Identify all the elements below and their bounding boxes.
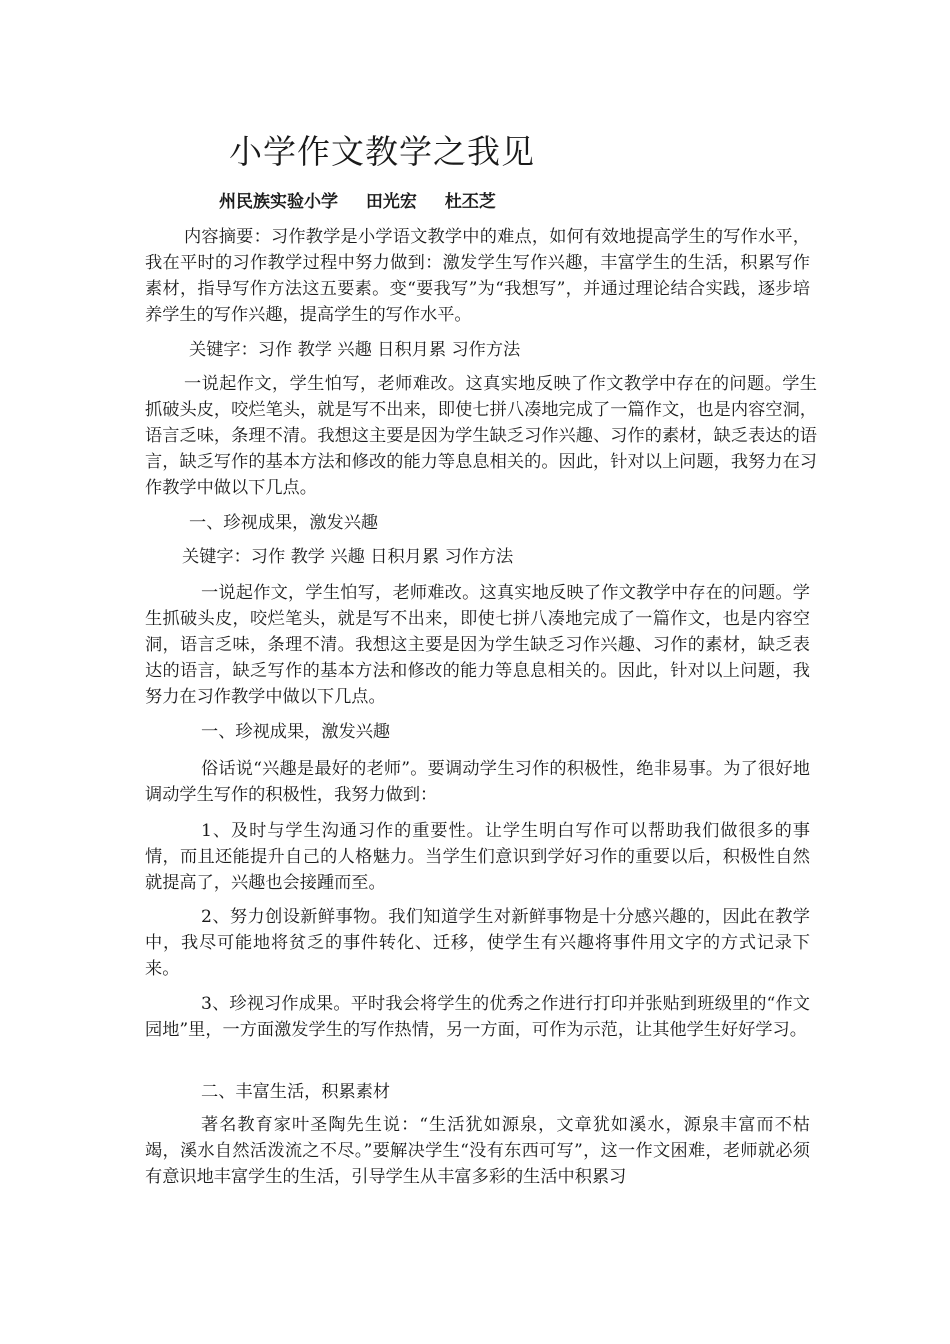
abstract-paragraph: 内容摘要：习作教学是小学语文教学中的难点，如何有效地提高学生的写作水平，我在平时的习作教学过程中努力做到：激发学生写作兴趣，丰富学生的生活，积累写作素材，指导写作方法这五要素。变“要我写”为“我想写”，并通过理论结合实践，逐步培养学生的写作兴趣，提高学生的写作水平。 xyxy=(145,227,810,325)
point-1-paragraph: 1、及时与学生沟通习作的重要性。让学生明白写作可以帮助我们做很多的事情，而且还能提升自己的人格魅力。当学生们意识到学好习作的重要以后，积极性自然就提高了，兴趣也会接踵而至。 xyxy=(145,821,810,893)
byline-author-1: 田光宏 xyxy=(365,192,417,212)
byline xyxy=(219,187,518,212)
section-2-heading: 二、丰富生活，积累素材 xyxy=(201,1082,391,1102)
section-2-intro-paragraph: 著名教育家叶圣陶先生说：“生活犹如源泉，文章犹如溪水，源泉丰富而不枯竭，溪水自然活泼流之不尽。”要解决学生“没有东西可写”，这一作文困难，老师就必须有意识地丰富学生的生活，引导学生从丰富多彩的生活中积累习 xyxy=(145,1115,810,1187)
document-title: 小学作文教学之我见 xyxy=(229,132,535,171)
section-1-heading-second: 一、珍视成果，激发兴趣 xyxy=(201,722,391,742)
byline-school: 州民族实验小学 xyxy=(219,192,338,212)
intro-paragraph-2: 一说起作文，学生怕写，老师难改。这真实地反映了作文教学中存在的问题。学生抓破头皮，咬烂笔头，就是写不出来，即使七拼八凑地完成了一篇作文，也是内容空洞，语言乏味，条理不清。我想这主要是因为学生缺乏习作兴趣、习作的素材，缺乏表达的语言，缺乏写作的基本方法和修改的能力等息息相关的。因此，针对以上问题，我努力在习作教学中做以下几点。 xyxy=(145,583,810,707)
byline-author-2: 杜丕芝 xyxy=(444,192,496,212)
keywords-line-2: 关键字：习作 教学 兴趣 日积月累 习作方法 xyxy=(182,547,514,567)
point-3-paragraph: 3、珍视习作成果。平时我会将学生的优秀之作进行打印并张贴到班级里的“作文园地”里，一方面激发学生的写作热情，另一方面，可作为示范，让其他学生好好学习。 xyxy=(145,994,810,1040)
keywords-line-1: 关键字：习作 教学 兴趣 日积月累 习作方法 xyxy=(189,340,521,360)
section-1-heading-first: 一、珍视成果，激发兴趣 xyxy=(189,513,379,533)
section-1-intro-paragraph: 俗话说“兴趣是最好的老师”。要调动学生习作的积极性，绝非易事。为了很好地调动学生写作的积极性，我努力做到： xyxy=(145,759,810,805)
intro-paragraph-1: 一说起作文，学生怕写，老师难改。这真实地反映了作文教学中存在的问题。学生抓破头皮，咬烂笔头，就是写不出来，即使七拼八凑地完成了一篇作文，也是内容空洞，语言乏味，条理不清。我想这主要是因为学生缺乏习作兴趣、习作的素材，缺乏表达的语言，缺乏写作的基本方法和修改的能力等息息相关的。因此，针对以上问题，我努力在习作教学中做以下几点。 xyxy=(145,374,817,498)
point-2-paragraph: 2、努力创设新鲜事物。我们知道学生对新鲜事物是十分感兴趣的，因此在教学中，我尽可能地将贫乏的事件转化、迁移，使学生有兴趣将事件用文字的方式记录下来。 xyxy=(145,907,810,979)
